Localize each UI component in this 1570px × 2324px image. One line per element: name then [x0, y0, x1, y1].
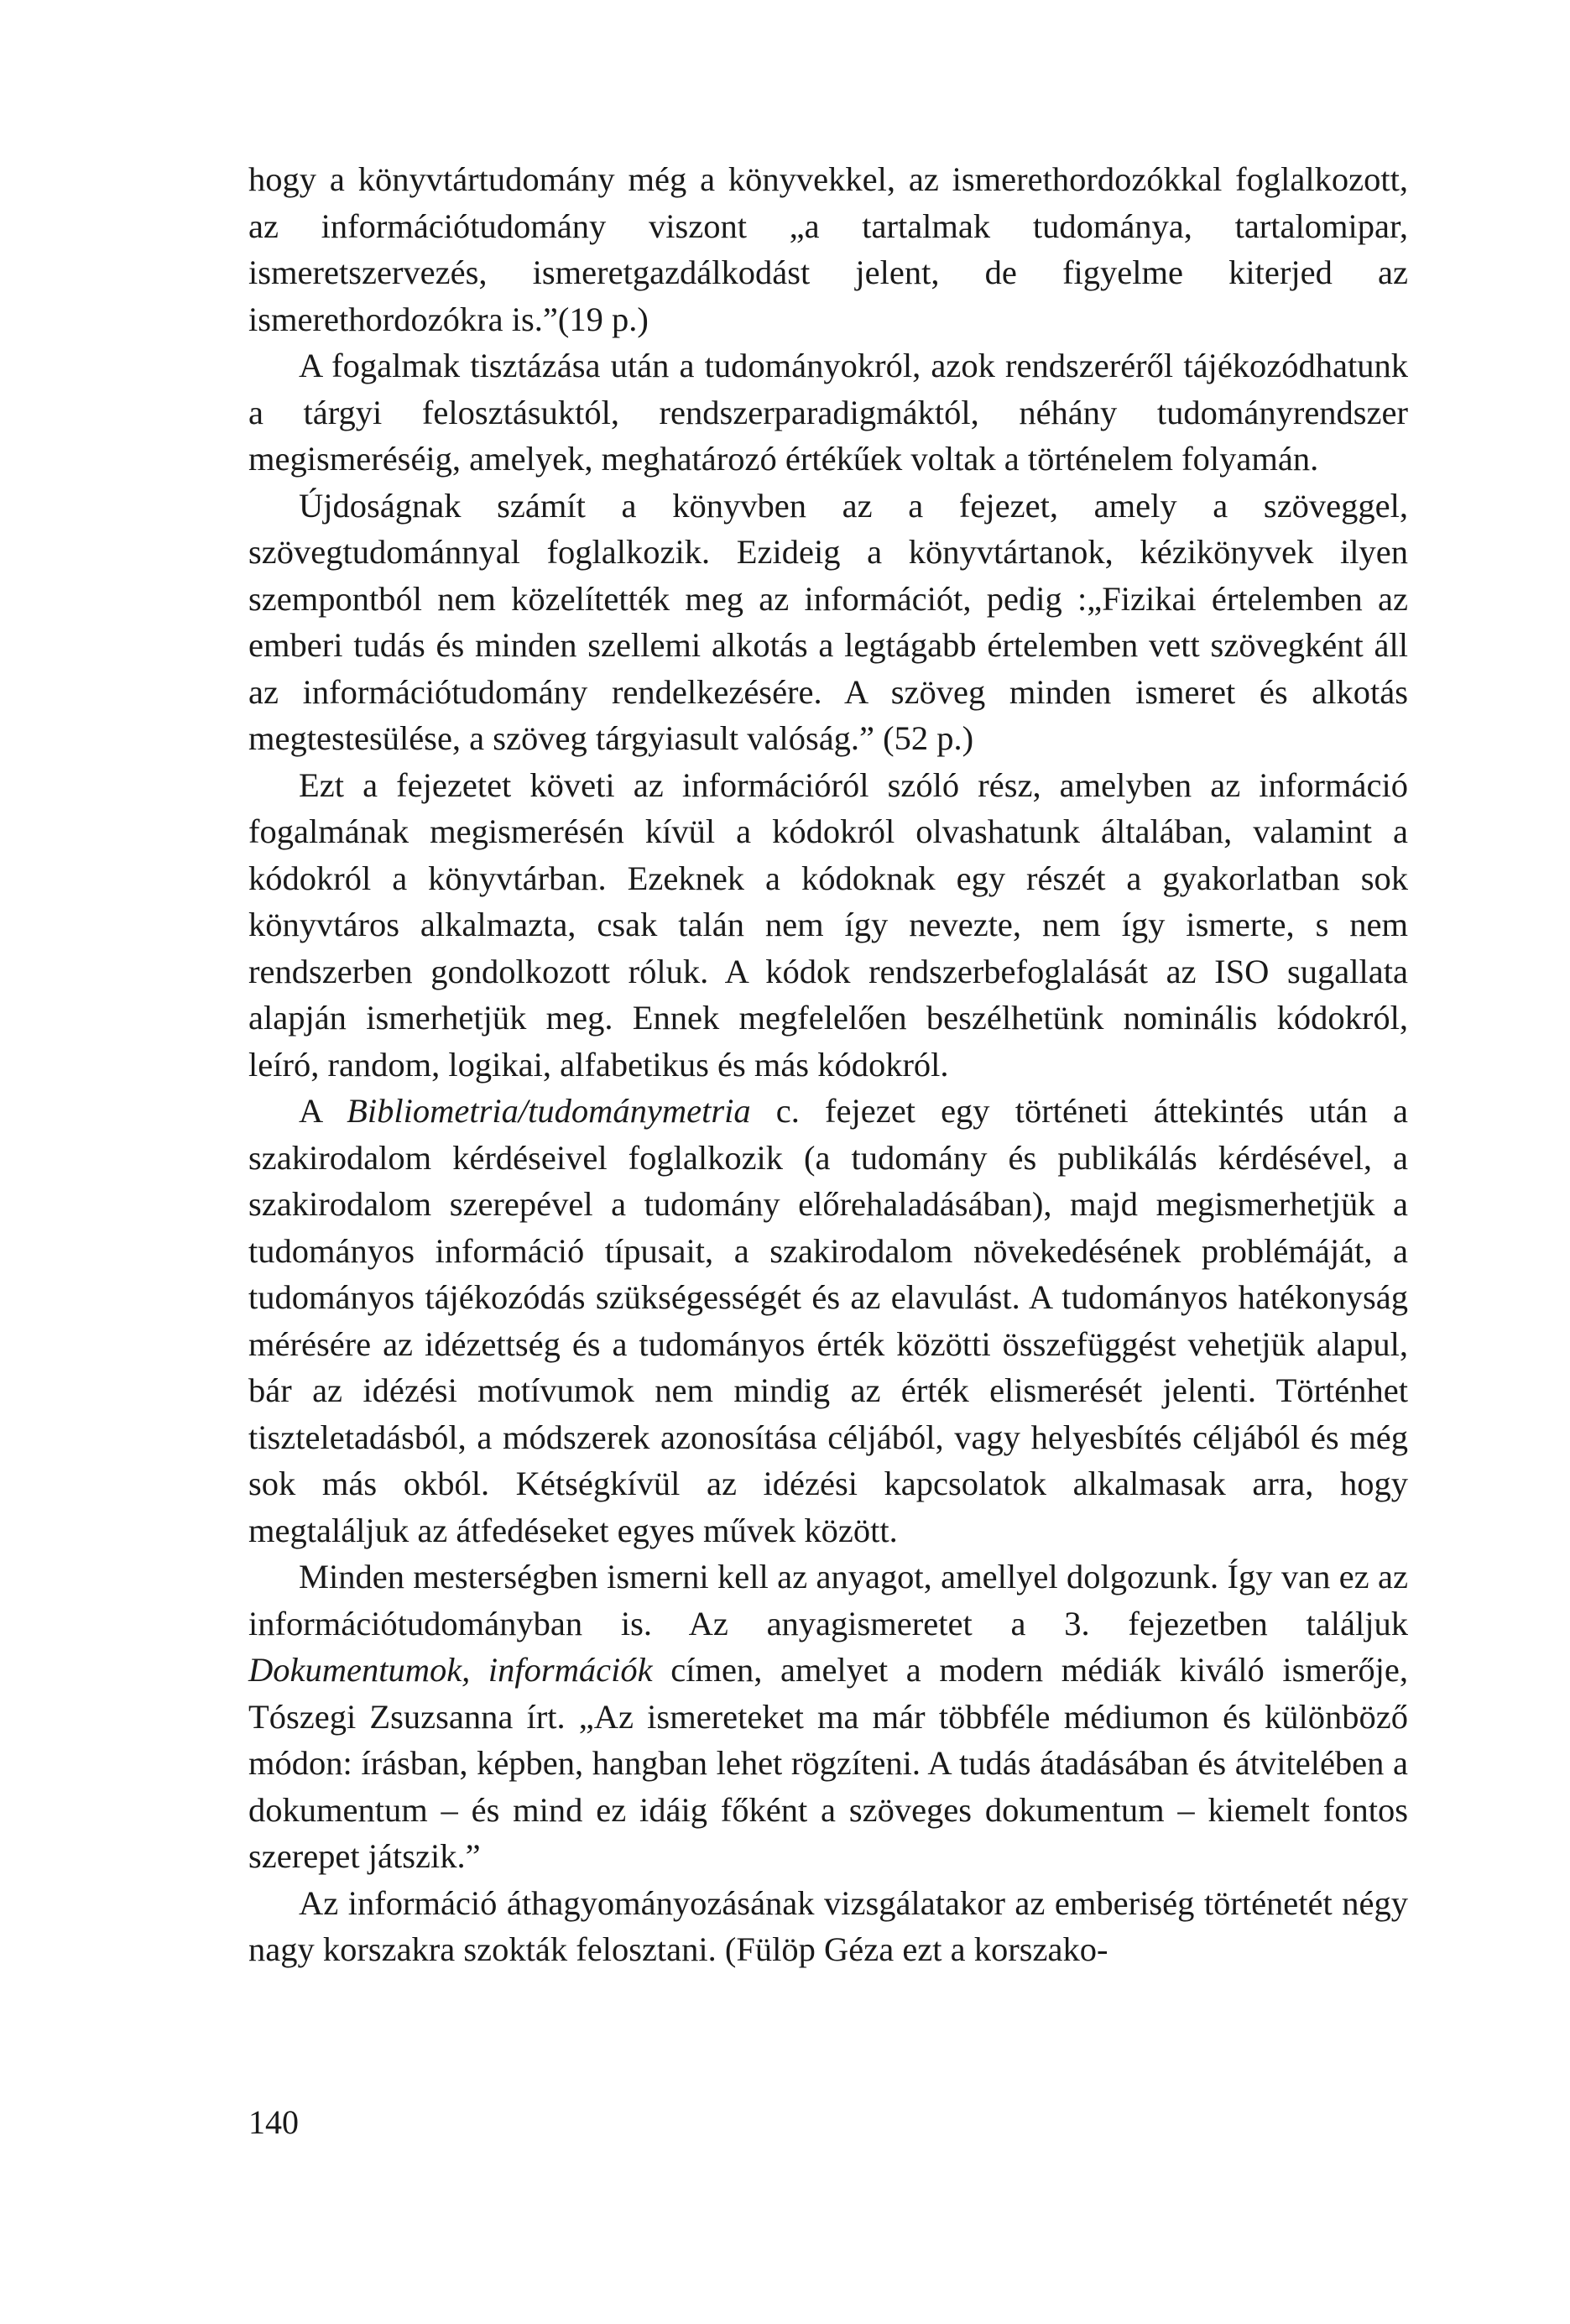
paragraph-6-italic-title: Dokumentumok, információk — [248, 1651, 653, 1689]
paragraph-5-italic-title: Bibliometria/tudománymetria — [347, 1092, 751, 1130]
paragraph-4 — [248, 762, 1408, 1089]
paragraph-6-text-a: Minden mesterségben ismerni kell az anyagot, amellyel dolgozunk. Így van ez az információtudományban is. Az anyagismeretet a 3. fejezetben találjuk — [248, 1558, 1408, 1642]
page-number: 140 — [248, 2103, 299, 2141]
paragraph-7-text: Az információ áthagyományozásának vizsgálatakor az emberiség történetét négy nagy korszakra szokták felosztani. (Fülöp Géza ezt a korszako- — [248, 1883, 1408, 1968]
paragraph-6-text-b: címen, amelyet a modern médiák kiváló ismerője, Tószegi Zsuzsanna írt. „Az ismereteket ma már többféle médiumon és különböző módon: írásban, képben, hangban lehet rögzíteni. A tudás átadásában és átvitelében a dokumentum – és mind ez idáig főként a szöveges dokumentum – kiemelt fontos szerepet játszik.” — [248, 1651, 1408, 1875]
paragraph-4-text: Ezt a fejezetet követi az információról szóló rész, amelyben az információ fogalmának megismerésén kívül a kódokról olvashatunk általában, valamint a kódokról a könyvtárban. Ezeknek a kódoknak egy részét a gyakorlatban sok könyvtáros alkalmazta, csak talán nem így nevezte, nem így ismerte, s nem rendszerben gondolkozott róluk. A kódok rendszerbefoglalását az ISO sugallata alapján ismerhetjük meg. Ennek megfelelően beszélhetünk nominális kódokról, leíró, random, logikai, alfabetikus és más kódokról. — [248, 765, 1408, 1084]
paragraph-2 — [248, 342, 1408, 483]
paragraph-5-text-b: c. fejezet egy történeti áttekintés után a szakirodalom kérdéseivel foglalkozik (a tudomány és publikálás kérdésével, a szakirodalom szerepével a tudomány előrehaladásában), majd megismerhetjük a tudományos információ típusait, a szakirodalom növekedésének problémáját, a tudományos tájékozódás szükségességét és az elavulást. A tudományos hatékonyság mérésére az idézettség és a tudományos érték közötti összefüggést vehetjük alapul, bár az idézési motívumok nem mindig az érték elismerését jelenti. Történhet tiszteletadásból, a módszerek azonosítása céljából, vagy helyesbítés céljából és még sok más okból. Kétségkívül az idézési kapcsolatok alkalmasak arra, hogy megtaláljuk az átfedéseket egyes művek között. — [248, 1092, 1408, 1549]
paragraph-3 — [248, 483, 1408, 762]
paragraph-2-text: A fogalmak tisztázása után a tudományokról, azok rendszeréről tájékozódhatunk a tárgyi felosztásuktól, rendszerparadigmáktól, néhány tudományrendszer megismeréséig, amelyek, meghatározó értékűek voltak a történelem folyamán. — [248, 347, 1408, 478]
paragraph-5 — [248, 1088, 1408, 1554]
paragraph-3-text: Újdoságnak számít a könyvben az a fejezet, amely a szöveggel, szövegtudománnyal foglalkozik. Ezideig a könyvtártanok, kézikönyvek ilyen szempontból nem közelítették meg az információt, pedig :„Fizikai értelemben az emberi tudás és minden szellemi alkotás a legtágabb értelemben vett szövegként áll az információtudomány rendelkezésére. A szöveg minden ismeret és alkotás megtestesülése, a szöveg tárgyiasult valóság.” (52 p.) — [248, 486, 1408, 757]
paragraph-7 — [248, 1880, 1408, 1973]
paragraph-1 — [248, 156, 1408, 342]
paragraph-5-text-a: A — [299, 1092, 347, 1130]
paragraph-1-text: hogy a könyvtártudomány még a könyvekkel, az ismerethordozókkal foglalkozott, az információtudomány viszont „a tartalmak tudománya, tartalomipar, ismeretszervezés, ismeretgazdálkodást jelent, de figyelme kiterjed az ismerethordozókra is.”(19 p.) — [248, 160, 1408, 338]
body-text — [248, 156, 1408, 1973]
paragraph-6 — [248, 1554, 1408, 1880]
